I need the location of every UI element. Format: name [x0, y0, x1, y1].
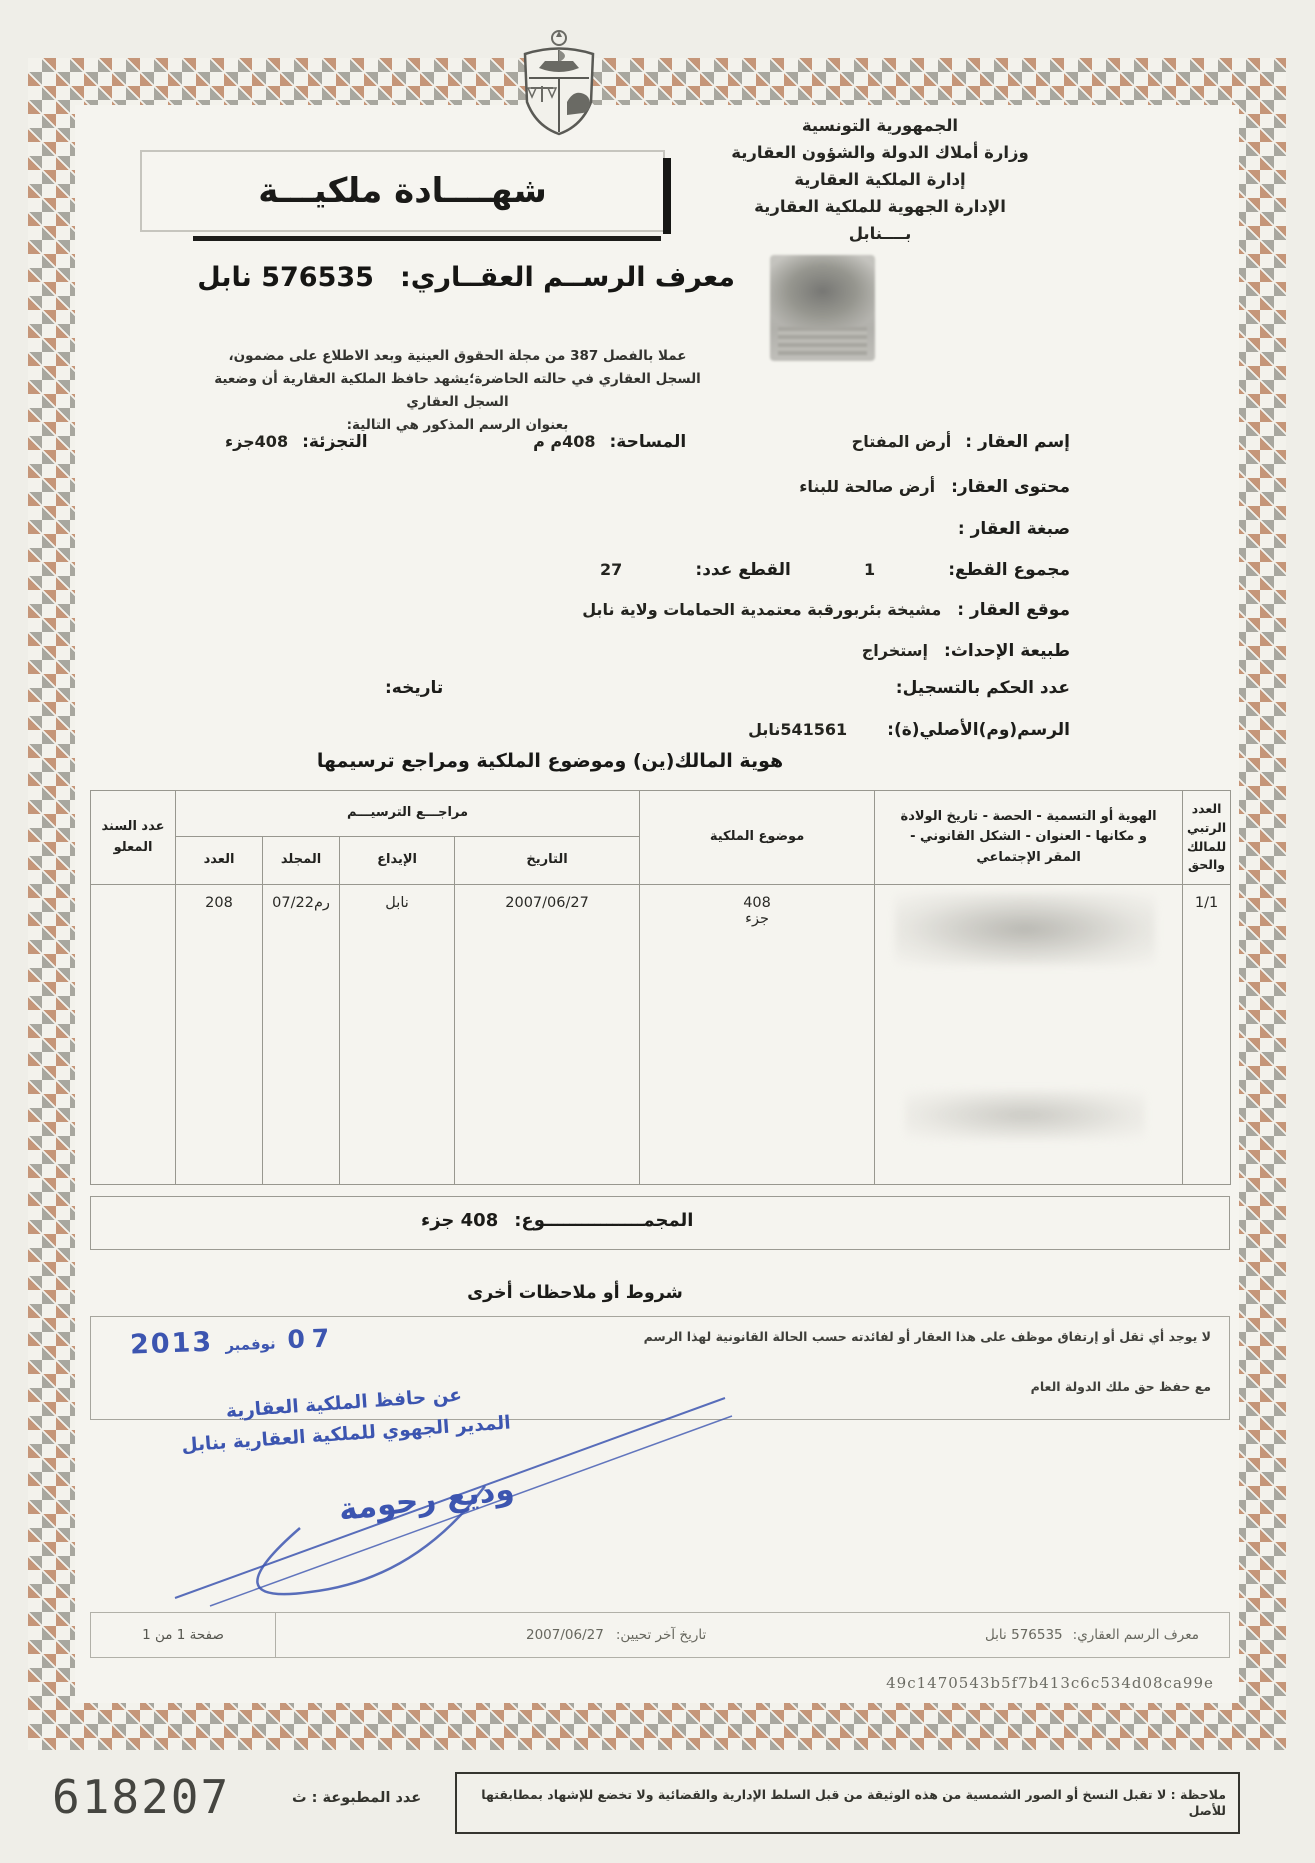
last-update-value: 2007/06/27 — [526, 1627, 604, 1643]
plots-num-label: القطع عدد: — [695, 560, 791, 580]
origin-deed-row — [225, 720, 1070, 740]
total-label: المجمــــــــــــــــوع: — [514, 1210, 694, 1231]
footer-bar — [90, 1612, 1230, 1658]
intro-paragraph — [195, 345, 720, 437]
gov-line-city: بــــنابل — [848, 224, 912, 243]
gov-line-administration: إدارة الملكية العقارية — [794, 170, 966, 189]
lot-value: 408جزء — [225, 432, 289, 451]
cell-subject-unit: جزء — [745, 911, 769, 927]
type-label: صبغة العقار : — [957, 519, 1070, 539]
gov-line-ministry: وزارة أملاك الدولة والشؤون العقارية — [731, 143, 1029, 162]
property-content-row — [225, 477, 1070, 497]
certificate-title: شهــــادة ملكيـــة — [258, 171, 547, 211]
col-number-header: العدد — [176, 837, 263, 885]
lot-label: التجزئة: — [302, 432, 368, 452]
footer-id-label: معرف الرسم العقاري: — [1072, 1627, 1199, 1643]
cell-number: 208 — [176, 885, 263, 1185]
stamp-line-2: المدير الجهوي للملكية العقارية بنابل — [180, 1412, 512, 1457]
property-name-value: أرض المفتاح — [851, 432, 952, 451]
property-id-value: 576535 نابل — [197, 262, 374, 293]
origin-value: 541561نابل — [748, 720, 848, 739]
title-underline — [193, 236, 661, 241]
creation-row — [225, 641, 1070, 661]
property-id-line — [195, 262, 735, 293]
judgment-row — [385, 678, 1070, 698]
total-box — [90, 1196, 1230, 1250]
redaction-blur — [905, 1090, 1145, 1140]
seal-pedestal — [778, 327, 866, 355]
creation-label: طبيعة الإحداث: — [944, 641, 1070, 661]
col-date-header: التاريخ — [455, 837, 640, 885]
conditions-line-2: مع حفظ حق ملك الدولة العام — [1030, 1379, 1211, 1394]
creation-value: إستخراج — [861, 641, 929, 660]
title-side-bar — [663, 158, 671, 234]
judgment-date-label: تاريخه: — [385, 678, 444, 698]
plots-sum-label: مجموع القطع: — [948, 560, 1070, 580]
plots-sum-value: 1 — [863, 560, 876, 579]
cell-rank: 1/1 — [1183, 885, 1231, 1185]
last-update-label: تاريخ آخر تحيين: — [615, 1627, 707, 1643]
content-value: أرض صالحة للبناء — [799, 477, 936, 496]
page-number: صفحة 1 من 1 — [142, 1627, 224, 1643]
last-update — [526, 1627, 706, 1643]
owners-table-title: هوية المالك(ين) وموضوع الملكية ومراجع ترسيمها — [316, 750, 784, 772]
print-count-label: عدد المطبوعة : ث — [292, 1790, 422, 1806]
conditions-line-1: لا يوجد أي ثقل أو إرتفاق موظف على هذا العقار أو لفائدته حسب الحالة القانونية لهذا الرسم — [643, 1329, 1211, 1344]
footer-id-value: 576535 نابل — [984, 1627, 1063, 1643]
cell-date: 2007/06/27 — [455, 885, 640, 1185]
col-refs-group-header: مراجـــع الترسيـــم — [176, 791, 640, 837]
government-header — [680, 112, 1080, 247]
ministry-seal-image — [770, 255, 875, 361]
property-name-row — [225, 432, 1070, 452]
gov-line-regional: الإدارة الجهوية للملكية العقارية — [754, 197, 1006, 216]
signature-name: وديع رحومة — [336, 1471, 517, 1529]
stamp-line-1: عن حافظ الملكية العقارية — [225, 1384, 463, 1423]
content-label: محتوى العقار: — [951, 477, 1070, 497]
print-number: 618207 — [52, 1770, 231, 1824]
location-label: موقع العقار : — [957, 600, 1070, 620]
col-identity-header: الهوية أو التسمية - الحصة - تاريخ الولادة و مكانها - العنوان - الشكل القانوني - المقر الإجتماعي — [875, 791, 1183, 885]
bottom-note-box — [455, 1772, 1240, 1834]
plots-row — [600, 560, 1070, 580]
location-row — [225, 600, 1070, 620]
col-rank-header: العدد الرتبي للمالك والحق — [1183, 791, 1231, 885]
total-value: 408 جزء — [421, 1210, 499, 1231]
col-subject-header: موضوع الملكية — [640, 791, 875, 885]
property-id-label: معرف الرســم العقــاري: — [399, 262, 735, 293]
tunisia-coat-of-arms-icon — [515, 26, 603, 138]
bottom-note-text: ملاحظة : لا تقبل النسخ أو الصور الشمسية من هذه الوثيقة من قبل السلط الإدارية والقضائية ولا تخضع للإشهاد بمطابقتها للأصل — [481, 1786, 1226, 1818]
origin-label: الرسم(وم)الأصلي(ة): — [887, 720, 1070, 740]
col-deposit-header: الإيداع — [340, 837, 455, 885]
conditions-title: شروط أو ملاحظات أخرى — [467, 1283, 683, 1303]
certificate-title-box — [140, 150, 665, 232]
cell-subject-value: 408 — [743, 895, 771, 911]
redaction-blur — [895, 893, 1155, 965]
footer-property-id — [985, 1627, 1199, 1643]
document-hash: 49c1470543b5f7b413c6c534d08ca99e — [886, 1674, 1214, 1692]
judgment-label: عدد الحكم بالتسجيل: — [895, 678, 1070, 698]
intro-line-1: عملا بالفصل 387 من مجلة الحقوق العينية وبعد الاطلاع على مضمون، — [228, 348, 687, 364]
plots-num-value: 27 — [600, 560, 623, 579]
area-value: 408م م — [533, 432, 596, 451]
col-doc-header: عدد السند المعلو — [91, 791, 176, 885]
location-value: مشيخة بئربورقبة معتمدية الحمامات ولاية نابل — [582, 600, 942, 619]
col-volume-header: المجلد — [263, 837, 340, 885]
stamp-date-day: 07 — [286, 1323, 337, 1355]
table-row — [91, 885, 1231, 1185]
property-type-row — [225, 519, 1070, 539]
stamp-date-month: نوفمبر — [224, 1334, 276, 1355]
property-name-label: إسم العقار : — [965, 432, 1070, 452]
owners-table — [90, 790, 1231, 1185]
cell-owner-identity — [875, 885, 1183, 1185]
gov-line-republic: الجمهورية التونسية — [801, 116, 959, 135]
page-number-box — [91, 1613, 276, 1657]
stamp-date-year: 2013 — [129, 1326, 214, 1361]
area-label: المساحة: — [609, 432, 687, 452]
intro-line-2: السجل العقاري في حالته الحاضرة؛يشهد حافظ الملكية العقارية أن وضعية السجل العقاري — [214, 371, 701, 410]
cell-subject — [640, 885, 875, 1185]
intro-line-3: بعنوان الرسم المذكور هي التالية: — [346, 417, 569, 433]
cell-doc — [91, 885, 176, 1185]
cell-volume: رم07/22 — [263, 885, 340, 1185]
cell-deposit: نابل — [340, 885, 455, 1185]
